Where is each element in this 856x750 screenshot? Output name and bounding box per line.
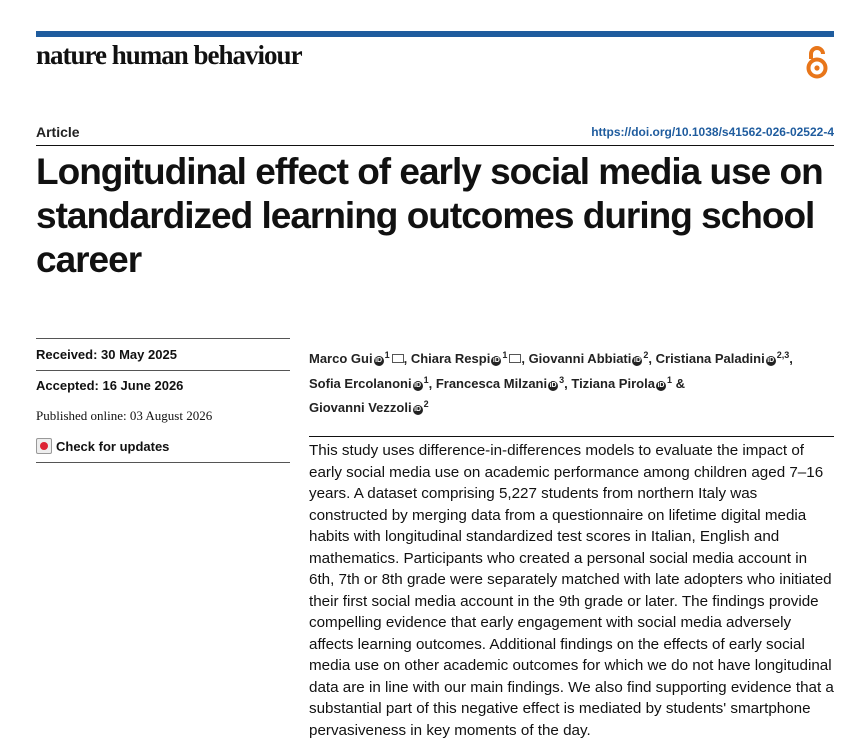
author[interactable]: Marco Gui iD$^1$	[309, 351, 404, 366]
orcid-icon[interactable]: iD	[549, 381, 557, 389]
orcid-icon[interactable]: iD	[492, 357, 500, 364]
orcid-icon[interactable]: iD	[767, 357, 775, 364]
article-type: Article	[36, 124, 80, 140]
meta-divider-bottom	[36, 462, 290, 463]
author[interactable]: Chiara Respi iD$^1$	[411, 351, 522, 366]
author[interactable]: Giovanni Abbiati iD$^2$	[528, 350, 649, 366]
header-divider	[36, 145, 834, 146]
orcid-icon[interactable]: iD	[414, 406, 422, 413]
check-for-updates-icon	[36, 438, 52, 454]
abstract-divider	[309, 436, 834, 437]
orcid-icon[interactable]: iD	[375, 357, 383, 364]
author[interactable]: Giovanni Vezzoli iD$^2$	[309, 399, 429, 415]
orcid-icon[interactable]: iD	[414, 381, 422, 389]
article-title: Longitudinal effect of early social media use on standardized learning outcomes during school career	[36, 151, 823, 280]
author[interactable]: Sofia Ercolanoni iD$^1$	[309, 374, 429, 391]
email-icon[interactable]	[509, 354, 521, 363]
accepted-date: Accepted: 16 June 2026	[36, 378, 184, 393]
orcid-icon[interactable]: iD	[633, 357, 641, 364]
journal-name[interactable]: nature human behaviour	[36, 40, 302, 70]
author[interactable]: Francesca Milzani iD$^3$	[435, 374, 565, 391]
abstract-text: This study uses difference-in-differences models to evaluate the impact of early social media use on academic performance among children aged 7–16 years. A dataset comprising 5,227 students from northern Italy was constructed by merging data from a questionnaire on lifetime digital media habits with longitudinal standardized test scores in Italian, English and mathematics. Participants who created a personal social media account in 6th, 7th or 8th grade were separately matched with late adopters who initiated their first social media account in the 9th grade or later. The findings provide compelling evidence that early engagement with social media adversely affects learning outcomes. Additional findings on the effects of early social media use on other academic outcomes for which we do not have longitudinal data are in line with our main findings. We also find supporting evidence that a substantial part of this negative effect is mediated by students' smartphone pervasiveness in key moments of the day.	[309, 442, 834, 739]
meta-divider-top	[36, 338, 290, 339]
published-date: Published online: 03 August 2026	[36, 408, 213, 423]
email-icon[interactable]	[392, 354, 404, 363]
check-for-updates-button[interactable]	[36, 438, 169, 454]
received-date: Received: 30 May 2025	[36, 347, 177, 362]
meta-divider	[36, 370, 290, 371]
check-for-updates-label: Check for updates	[56, 438, 170, 454]
journal-header-bar	[36, 31, 834, 37]
author-list: Marco Gui iD$^1$ , Chiara Respi iD$^1$ , Giovanni Abbiati iD$^2$, Cristiana Paladini iD$^{2,3}$, Sofia Ercolanoni iD$^1$, Francesca Milzani iD$^3$, Tiziana Pirola iD$^1$ & Giovanni Vezzoli iD$^2$	[309, 350, 793, 415]
doi-link[interactable]: https://doi.org/10.1038/s41562-026-02522-4	[591, 125, 834, 139]
author[interactable]: Tiziana Pirola iD$^1$	[571, 374, 672, 391]
orcid-icon[interactable]: iD	[657, 381, 665, 389]
open-access-icon	[804, 44, 830, 80]
author[interactable]: Cristiana Paladini iD$^{2,3}$	[655, 350, 790, 366]
